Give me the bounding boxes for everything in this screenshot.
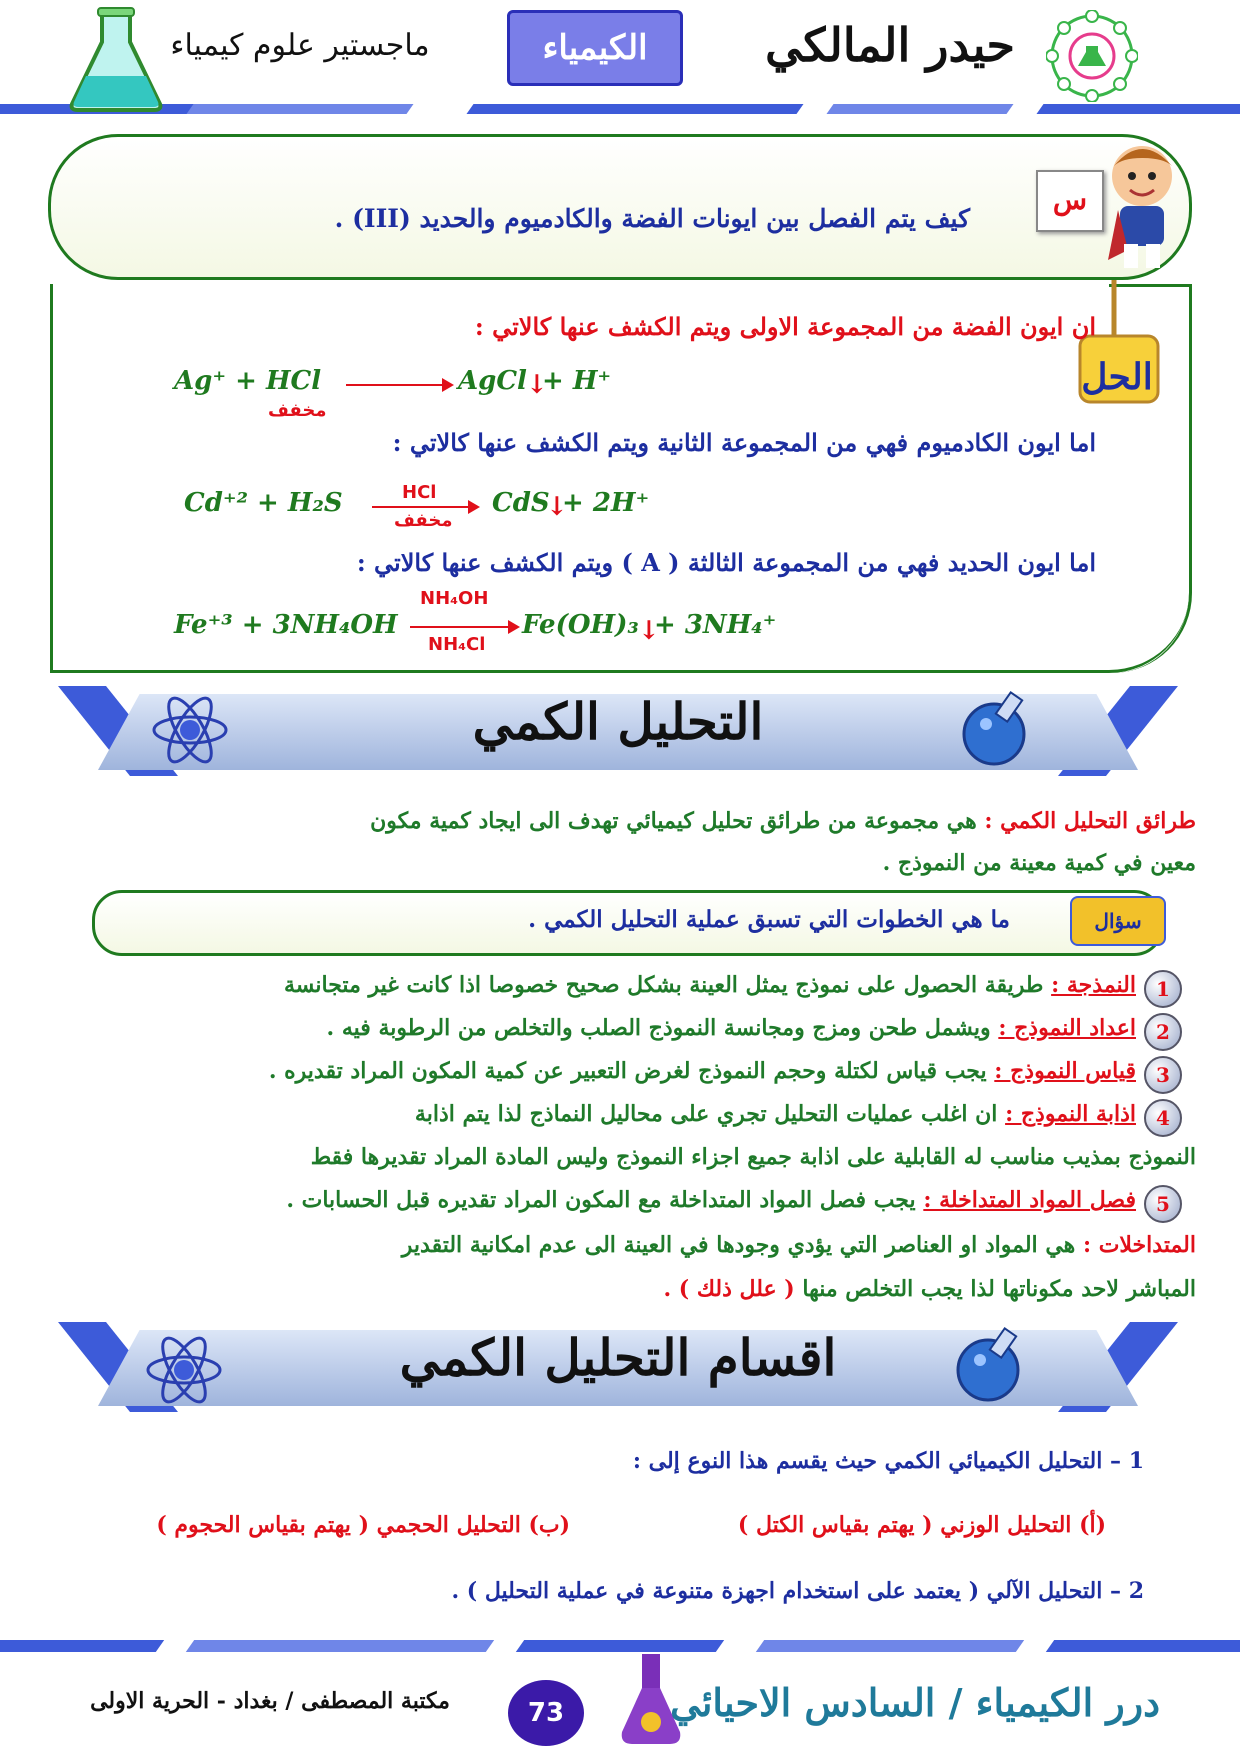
step-text: يجب قياس لكتلة وحجم النموذج لغرض التعبير عن كمية المكون المراد تقديره . bbox=[268, 1058, 987, 1084]
step-number-badge: 1 bbox=[1144, 970, 1182, 1008]
series-title: درر الكيمياء / السادس الاحيائي bbox=[670, 1680, 1160, 1725]
header-stripe bbox=[826, 104, 1013, 114]
reaction-arrow bbox=[346, 384, 452, 386]
step-3 bbox=[269, 1058, 1136, 1084]
interference-text-2: المباشر لاحد مكوناتها لذا يجب التخلص منها bbox=[802, 1276, 1196, 1302]
page-number: 73 bbox=[508, 1680, 584, 1746]
section-2-title: اقسام التحليل الكمي bbox=[399, 1328, 837, 1387]
footer-stripe bbox=[1046, 1640, 1240, 1652]
eq2-condition-below: مخفف bbox=[394, 510, 453, 531]
step-4 bbox=[415, 1101, 1136, 1127]
author-credential: ماجستير علوم كيمياء bbox=[170, 28, 430, 63]
interference-text: هي المواد او العناصر التي يؤدي وجودها في العينة الى عدم امكانية التقدير bbox=[401, 1232, 1076, 1258]
interference-explain: ( علل ذلك ) . bbox=[663, 1276, 795, 1302]
eq1-note: مخفف bbox=[268, 400, 327, 421]
step-term: فصل المواد المتداخلة : bbox=[923, 1187, 1136, 1213]
eq1-reactants: Ag⁺ + HCl bbox=[174, 366, 322, 396]
chemistry-logo-icon bbox=[1046, 10, 1138, 102]
round-flask-icon bbox=[958, 690, 1036, 768]
header-stripe bbox=[1036, 104, 1240, 114]
step-text: يجب فصل المواد المتداخلة مع المكون المراد تقديره قبل الحسابات . bbox=[286, 1187, 916, 1213]
solution-line-3: اما ايون الحديد فهي من المجموعة الثالثة ( A ) ويتم الكشف عنها كالاتي : bbox=[356, 548, 1096, 577]
footer-stripe bbox=[0, 1640, 164, 1652]
step-number-badge: 4 bbox=[1144, 1099, 1182, 1137]
step-text: طريقة الحصول على نموذج يمثل العينة بشكل صحيح خصوصا اذا كانت غير متجانسة bbox=[283, 972, 1044, 998]
definition-text: هي مجموعة من طرائق تحليل كيميائي تهدف الى ايجاد كمية مكون bbox=[370, 808, 977, 834]
step-number-badge: 3 bbox=[1144, 1056, 1182, 1094]
eq3-tail: + 3NH₄⁺ bbox=[654, 610, 777, 640]
step-text: ان اغلب عمليات التحليل تجري على محاليل النماذج لذا يتم اذابة bbox=[414, 1101, 998, 1127]
eq2-reactants: Cd⁺² + H₂S bbox=[184, 488, 343, 518]
footer-stripe bbox=[756, 1640, 1024, 1652]
atom-icon bbox=[144, 1330, 224, 1410]
precipitate-arrow-icon: ↓ bbox=[638, 616, 660, 646]
solution-hanging-sign-icon bbox=[1074, 280, 1164, 420]
author-name: حيدر المالكي bbox=[765, 18, 1015, 72]
question-label: س bbox=[1036, 170, 1104, 232]
step-term: اعداد النموذج : bbox=[998, 1015, 1136, 1041]
round-flask-icon bbox=[952, 1326, 1030, 1404]
eq2-tail: + 2H⁺ bbox=[562, 488, 650, 518]
reaction-arrow bbox=[372, 506, 478, 508]
eq3-product: Fe(OH)₃ bbox=[522, 610, 639, 640]
question-2-text: ما هي الخطوات التي تسبق عملية التحليل الكمي . bbox=[528, 906, 1010, 933]
cartoon-character-icon bbox=[1100, 140, 1180, 274]
definition-line-1 bbox=[370, 808, 1196, 834]
reaction-arrow bbox=[410, 626, 518, 628]
step-term: قياس النموذج : bbox=[994, 1058, 1136, 1084]
step-4-continuation: النموذج بمذيب مناسب له القابلية على اذابة جميع اجزاء النموذج وليس المادة المراد تقديرها فقط bbox=[310, 1144, 1196, 1170]
question-2-label: سؤال bbox=[1070, 896, 1166, 946]
division-item-1a: (أ) التحليل الوزني ( يهتم بقياس الكتل ) bbox=[737, 1512, 1106, 1538]
eq3-reactants: Fe⁺³ + 3NH₄OH bbox=[174, 610, 398, 640]
solution-label: الحل bbox=[1081, 356, 1153, 398]
header-stripe bbox=[466, 104, 803, 114]
interference-term: المتداخلات : bbox=[1082, 1232, 1196, 1258]
eq2-condition-above: HCl bbox=[402, 482, 437, 503]
page-header bbox=[0, 0, 1240, 122]
precipitate-arrow-icon: ↓ bbox=[526, 370, 548, 400]
interference-line-2 bbox=[663, 1276, 1196, 1302]
step-text: ويشمل طحن ومزج ومجانسة النموذج الصلب والتخلص من الرطوبة فيه . bbox=[326, 1015, 991, 1041]
eq3-condition-above: NH₄OH bbox=[420, 588, 489, 609]
step-term: النمذجة : bbox=[1051, 972, 1136, 998]
step-term: اذابة النموذج : bbox=[1005, 1101, 1136, 1127]
eq3-condition-below: NH₄Cl bbox=[428, 634, 486, 655]
step-number-badge: 5 bbox=[1144, 1185, 1182, 1223]
division-item-2: 2 – التحليل الآلي ( يعتمد على استخدام اجهزة متنوعة في عملية التحليل ) . bbox=[451, 1578, 1144, 1604]
definition-term: طرائق التحليل الكمي : bbox=[984, 808, 1196, 834]
atom-icon bbox=[150, 690, 230, 770]
interference-line-1 bbox=[402, 1232, 1196, 1258]
step-5 bbox=[286, 1187, 1136, 1213]
subject-badge: الكيمياء bbox=[507, 10, 683, 86]
eq1-product: AgCl bbox=[458, 366, 527, 396]
solution-line-2: اما ايون الكادميوم فهي من المجموعة الثانية ويتم الكشف عنها كالاتي : bbox=[392, 428, 1096, 457]
footer-stripe bbox=[516, 1640, 724, 1652]
question-text: كيف يتم الفصل بين ايونات الفضة والكادميوم والحديد (III) . bbox=[334, 204, 970, 233]
definition-line-2: معين في كمية معينة من النموذج . bbox=[882, 850, 1196, 876]
division-item-1: 1 – التحليل الكيميائي الكمي حيث يقسم هذا النوع إلى : bbox=[632, 1448, 1144, 1474]
section-title: التحليل الكمي bbox=[472, 692, 764, 751]
division-item-1b: (ب) التحليل الحجمي ( يهتم بقياس الحجوم ) bbox=[156, 1512, 570, 1538]
step-number-badge: 2 bbox=[1144, 1013, 1182, 1051]
eq1-tail: + H⁺ bbox=[542, 366, 612, 396]
footer-stripe bbox=[186, 1640, 494, 1652]
header-stripe bbox=[186, 104, 413, 114]
eq2-product: CdS bbox=[492, 488, 550, 518]
step-1 bbox=[284, 972, 1136, 998]
flask-logo-icon bbox=[66, 6, 166, 114]
precipitate-arrow-icon: ↓ bbox=[546, 492, 568, 522]
step-2 bbox=[327, 1015, 1136, 1041]
solution-line-1: ان ايون الفضة من المجموعة الاولى ويتم الكشف عنها كالاتي : bbox=[474, 312, 1096, 341]
publisher: مكتبة المصطفى / بغداد - الحرية الاولى bbox=[90, 1688, 450, 1714]
